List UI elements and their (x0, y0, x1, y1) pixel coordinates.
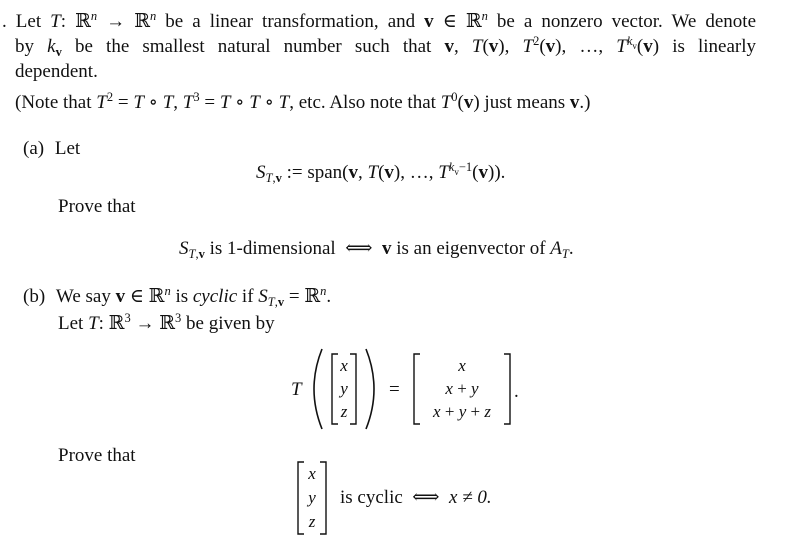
part-b-label: (b) (23, 286, 46, 307)
part-a-prove-that: Prove that (58, 196, 136, 217)
equals-sign: = (389, 379, 400, 400)
intro-line-2: by $k_v$ be the smallest natural number such that v, T(v), $T^2(v)$, …, $T^{k_v}(v)$ is linearly (15, 34, 757, 59)
intro-line-3: dependent. (15, 61, 98, 82)
part-b-prove-that: Prove that (58, 445, 136, 466)
output-vector: x x + y x + y + z (433, 356, 491, 421)
input-vector: x y z (340, 356, 348, 421)
span-definition: $S_{T,v}$ := span(v, T(v), …, $T^{k_v-1}(v)$). (256, 160, 506, 185)
problem-marker: . (2, 11, 7, 32)
part-a-heading: (a) Let (23, 138, 81, 159)
part-a-claim: $S_{T,v}$ is 1-dimensional ⟺ v is an eigenvector of $A_T$. (179, 238, 574, 261)
cyclic-vector: x y z (308, 464, 316, 531)
part-b-let-line: Let T: ℝ$^3$ → ℝ$^3$ be given by (58, 311, 275, 334)
part-b-heading: (b) We say v ∈ ℝ$^n$ is cyclic if $S_{T,v}$ = ℝ$^n$. (23, 284, 332, 309)
note-line: (Note that $T^2 = T$ ∘ T, $T^3 = T$ ∘ T ∘ T, etc. Also note that $T^0(v)$ just means v.) (15, 90, 591, 113)
equation-period: . (514, 381, 519, 402)
cyclic-claim: is cyclic ⟺ x ≠ 0. (340, 487, 492, 508)
part-a-label: (a) (23, 138, 45, 159)
transformation-T-symbol: T (291, 379, 302, 400)
intro-line-1: . Let T: ℝ$^n$ → ℝ$^n$ be a linear transformation, and v ∈ ℝ$^n$ be a nonzero vector. We denote (2, 9, 757, 32)
